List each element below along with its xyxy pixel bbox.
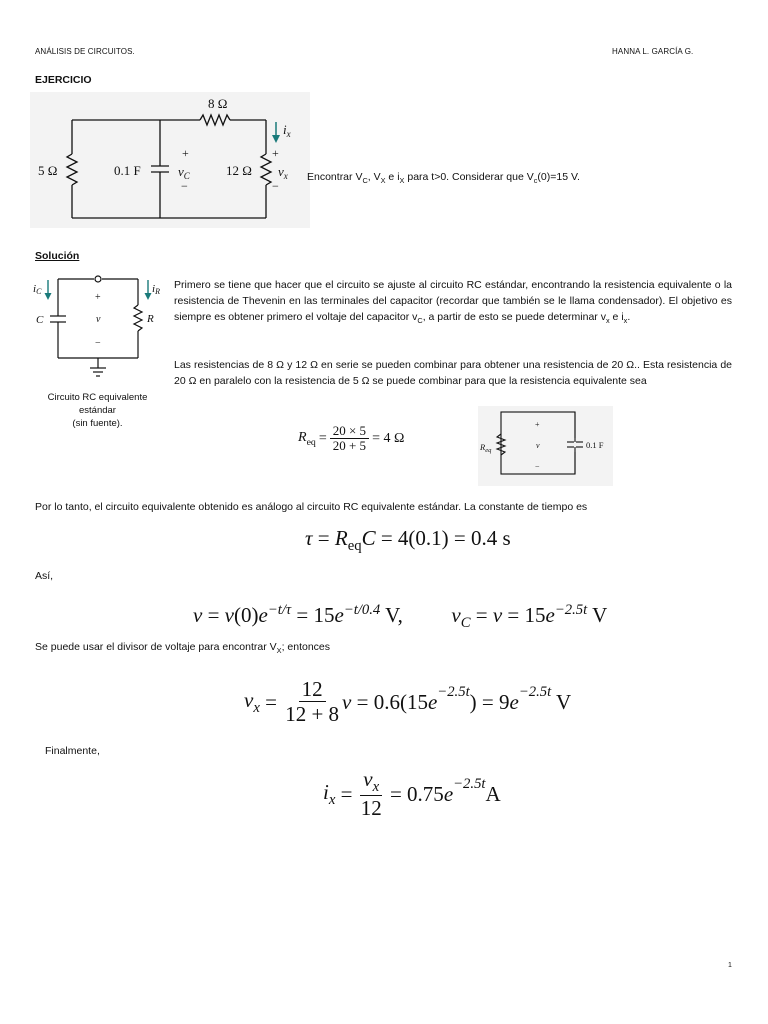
label-vx: $v_x$ bbox=[278, 164, 288, 181]
svg-text:−: − bbox=[535, 462, 540, 471]
solution-paragraph-1: Primero se tiene que hacer que el circuito se ajuste al circuito RC estándar, encontrando la resistencia equivalente o la resistencia de Thevenin en las terminales del capacitor (recordar que también se le llama condensador). El objetivo es siempre es obtener primero el voltaje del capacitor $v_C$, a partir de esto se puede determinar $v_x$ e $i_x$. bbox=[174, 279, 732, 326]
label-ic: iC bbox=[33, 283, 42, 296]
solution-title: Solución bbox=[35, 250, 80, 262]
label-5-ohm: 5 Ω bbox=[38, 163, 58, 178]
svg-text:−: − bbox=[95, 338, 101, 349]
label-vc: $v_C$ bbox=[178, 164, 190, 181]
circuit-caption: Circuito RC equivalente estándar (sin fuente). bbox=[47, 392, 148, 429]
exercise-title: EJERCICIO bbox=[35, 74, 92, 86]
ix-equation: $i_x$ = $\frac{v_x}{12}$ = 0.75 e $^{-2.5t}$ A bbox=[323, 767, 501, 821]
page-number: 1 bbox=[728, 962, 732, 969]
svg-text:+: + bbox=[95, 292, 101, 303]
req-equation: $R_{eq}$ = $\frac{20 \times 5}{20 + 5}$ = 4 Ω bbox=[298, 423, 405, 454]
voltage-equation: $v = v(0)e^{-t/\tau} = 15e^{-t/0.4}$ V, $v_C = v = 15e^{-2.5t}$ V bbox=[193, 602, 608, 632]
label-c: C bbox=[36, 314, 44, 326]
asi-label: Así, bbox=[35, 570, 54, 582]
vx-equation: $v_x$ = $\frac{12}{12 + 8}$ v = 0.6(15 e $^{-2.5t}$ ) = 9 e $^{-2.5t}$ V bbox=[244, 677, 572, 727]
svg-text:−: − bbox=[181, 179, 188, 193]
svg-text:+: + bbox=[272, 146, 279, 160]
label-12-ohm: 12 Ω bbox=[226, 163, 252, 178]
label-v: v bbox=[96, 314, 101, 325]
label-8-ohm: 8 Ω bbox=[208, 96, 228, 111]
svg-text:+: + bbox=[182, 146, 189, 160]
label-req: $R_{eq}$ bbox=[480, 442, 492, 454]
header-left: ANÁLISIS DE CIRCUITOS. bbox=[35, 47, 135, 56]
standard-rc-circuit-diagram bbox=[30, 272, 170, 384]
solution-paragraph-2: Las resistencias de 8 Ω y 12 Ω en serie se pueden combinar para obtener una resistencia de 20 Ω.. Esta resistencia de 20 Ω en paralelo con la resistencia de 5 Ω se puede combinar para que la resistencia equivalente sea bbox=[174, 359, 732, 387]
solution-paragraph-3: Por lo tanto, el circuito equivalente obtenido es análogo al circuito RC equivalente estándar. La constante de tiempo es bbox=[35, 501, 588, 513]
svg-text:−: − bbox=[272, 179, 279, 193]
label-ix: $i_x$ bbox=[283, 122, 291, 139]
label-eq-capacitor: 0.1 F bbox=[586, 440, 604, 450]
svg-text:v: v bbox=[536, 441, 540, 450]
label-capacitor: 0.1 F bbox=[114, 163, 141, 178]
label-ir: iR bbox=[152, 283, 160, 296]
solution-paragraph-4: Se puede usar el divisor de voltaje para encontrar $V_X$; entonces bbox=[35, 641, 331, 656]
label-r: R bbox=[147, 313, 154, 325]
svg-text:+: + bbox=[535, 420, 540, 429]
tau-equation: $\tau = R_{eq}C = 4(0.1) = 0.4$ s bbox=[305, 526, 511, 555]
exercise-statement: Encontrar $V_C$, $V_X$ e $i_X$ para t>0. Considerar que $V_c(0)=15$ V. bbox=[307, 171, 580, 186]
equivalent-circuit-diagram bbox=[478, 406, 613, 486]
exercise-circuit-diagram bbox=[30, 92, 310, 228]
finalmente-label: Finalmente, bbox=[45, 745, 100, 757]
header-right: HANNA L. GARCÍA G. bbox=[612, 47, 694, 56]
